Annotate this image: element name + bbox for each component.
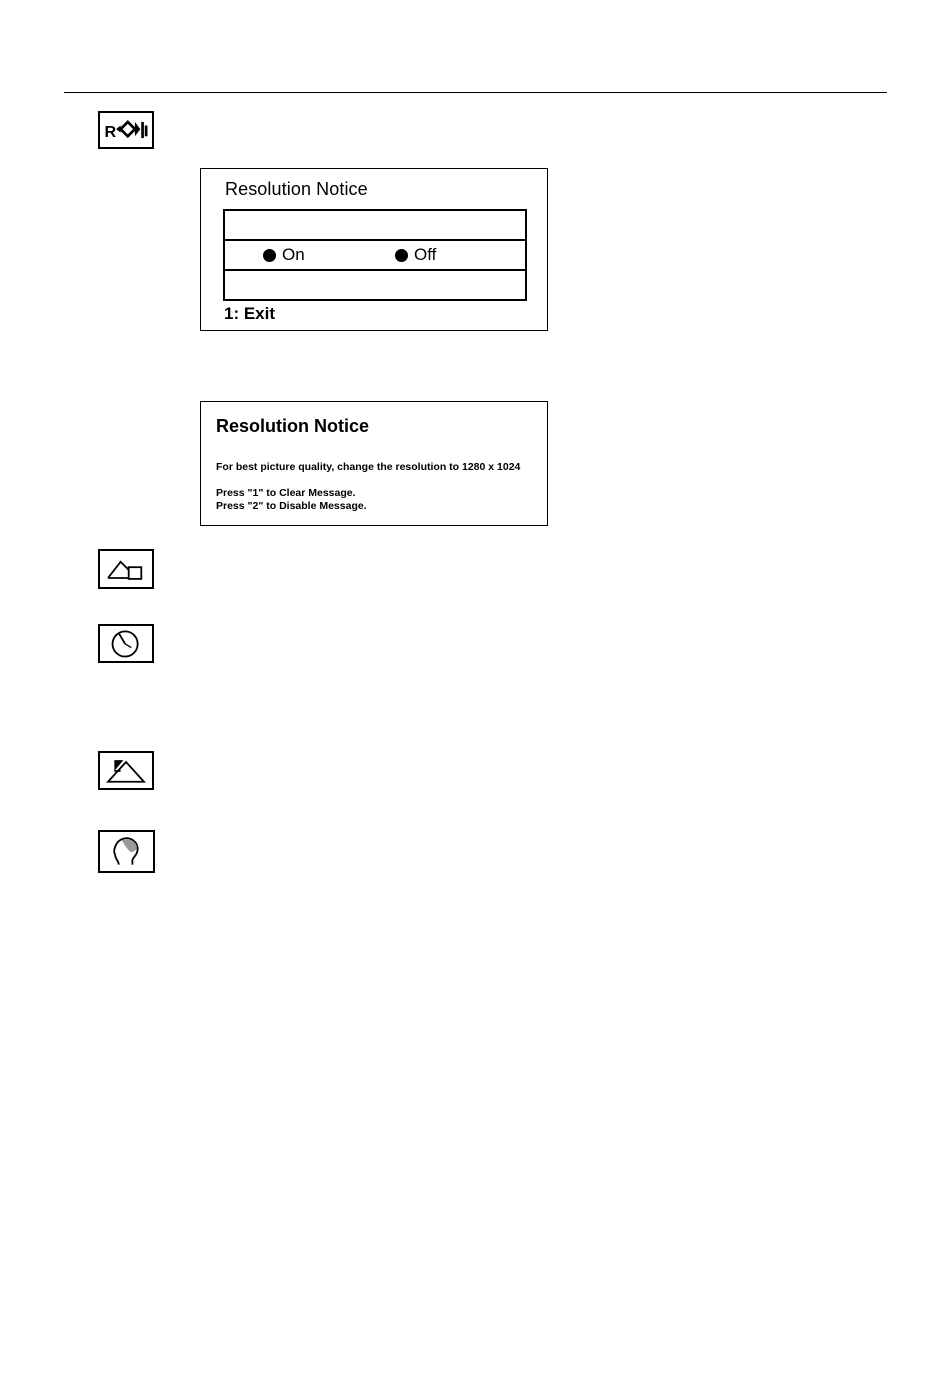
option-on[interactable] <box>263 245 305 265</box>
face-icon <box>98 830 155 873</box>
exit-hint: 1: Exit <box>224 304 276 323</box>
option-on-label: On <box>282 245 305 264</box>
row-divider <box>225 239 525 241</box>
resolution-notice-menu <box>200 168 548 331</box>
row-divider <box>225 269 525 271</box>
message-line-disable: Press "2" to Disable Message. <box>216 500 367 512</box>
background-icon <box>98 751 154 790</box>
message-body: For best picture quality, change the resolution to 1280 x 1024 <box>216 461 521 473</box>
message-line-clear: Press "1" to Clear Message. <box>216 487 356 499</box>
message-title: Resolution Notice <box>216 416 370 436</box>
resolution-notice-icon <box>98 111 154 149</box>
menu-title: Resolution Notice <box>225 179 368 199</box>
option-off-label: Off <box>414 245 437 264</box>
option-off[interactable] <box>395 245 436 265</box>
timer-icon <box>98 624 154 663</box>
resolution-notice-message <box>200 401 548 526</box>
position-icon <box>98 549 154 589</box>
menu-options-table <box>223 209 527 301</box>
header-rule <box>64 92 887 93</box>
radio-dot-icon <box>395 249 408 262</box>
svg-text:R: R <box>104 123 117 142</box>
radio-dot-icon <box>263 249 276 262</box>
